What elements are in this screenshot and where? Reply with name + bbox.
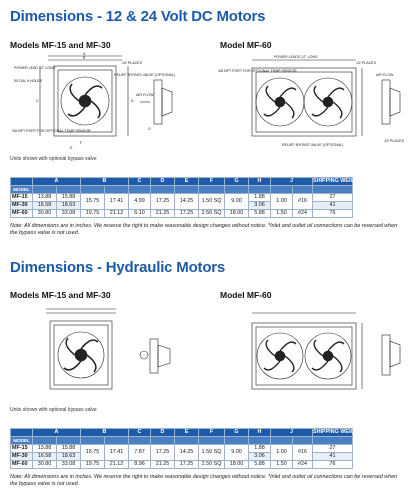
th-a: A: [33, 178, 81, 186]
th-sub: [225, 186, 249, 194]
th-d: D: [151, 429, 175, 437]
th-e: E: [175, 429, 199, 437]
th-sub: [175, 186, 199, 194]
cell: 9.00: [225, 445, 249, 461]
cell: 33.08: [57, 210, 81, 218]
cell: #16: [293, 445, 313, 461]
th-sub: [129, 437, 151, 445]
th-j: J: [271, 178, 313, 186]
label-power-leads: POWER LEADS 12" LONG: [274, 55, 318, 59]
cell: 4.99: [129, 194, 151, 210]
cell: 30.80: [33, 461, 57, 469]
cell: 17.25: [151, 194, 175, 210]
cell: 6.10: [129, 210, 151, 218]
table-row: [11, 445, 353, 453]
th-sub: [249, 186, 271, 194]
note-dc: Note: All dimensions are in inches. We reserve the right to make reasonable design changes without notice. *Inlet and outlet oil connections can be reversed when the bypass valve is not used.: [10, 223, 398, 236]
cell: 19.75: [81, 461, 105, 469]
cell: 2.50 SQ: [199, 461, 225, 469]
cell: 7.87: [129, 445, 151, 461]
th-sub: [105, 437, 129, 445]
drawing-mf60-dc: [216, 52, 412, 152]
cell: 1.50 SQ: [199, 194, 225, 210]
cell: 1.50: [271, 210, 293, 218]
th-g: G: [225, 429, 249, 437]
cell: 16.58: [33, 202, 57, 210]
label-power-lead: POWER LEAD 12" LONG: [14, 66, 56, 70]
th-sub: [249, 437, 271, 445]
cell: 21.25: [151, 461, 175, 469]
cell: 41: [313, 453, 353, 461]
cell: 16.58: [33, 453, 57, 461]
model-label-mf60-dc: Model MF-60: [220, 40, 272, 50]
note-hydraulic: Note: All dimensions are in inches. We reserve the right to make reasonable design changes without notice. *Inlet and outlet oil connections can be reversed when the bypass valve is not used.: [10, 474, 398, 487]
th-d: D: [151, 178, 175, 186]
cell: 17.25: [175, 210, 199, 218]
label-holes: 50 DIA. 4 HOLES: [14, 79, 43, 83]
th-sub: [57, 186, 81, 194]
cell: 18.00: [225, 461, 249, 469]
cell: 19.75: [81, 210, 105, 218]
th-c: C: [129, 429, 151, 437]
th-sub: [81, 437, 105, 445]
th-b: B: [81, 178, 129, 186]
cell: 17.25: [151, 445, 175, 461]
label-j-places-right: J/2 PLACES: [356, 61, 376, 65]
cell: 21.25: [151, 210, 175, 218]
th-f: F: [199, 178, 225, 186]
cell: 3.06: [249, 202, 271, 210]
th-h: H: [249, 429, 271, 437]
label-j-places: J/2 PLACES: [122, 61, 142, 65]
cell: 27: [313, 445, 353, 453]
cell: 76: [313, 210, 353, 218]
th-b: B: [81, 429, 129, 437]
cell: 18.63: [57, 453, 81, 461]
th-sub: [293, 437, 313, 445]
drawing-mf60-hyd: [216, 303, 412, 403]
cell: #24: [293, 210, 313, 218]
section-title-dc: Dimensions - 12 & 24 Volt DC Motors: [10, 8, 266, 25]
th-g: G: [225, 178, 249, 186]
drawing-mf15-30-hyd: [10, 303, 200, 403]
cell: 18.00: [225, 210, 249, 218]
label-b: B: [83, 56, 86, 60]
label-e: E: [70, 146, 73, 150]
table-row: [11, 461, 353, 469]
cell: 27: [313, 194, 353, 202]
cell: 1.50: [271, 461, 293, 469]
units-note-dc: Units shown with optional bypass valve: [10, 156, 97, 162]
th-sub: [129, 186, 151, 194]
th-blank: [11, 178, 33, 186]
th-sub: [271, 186, 293, 194]
cell: 13.88: [33, 445, 57, 453]
th-model: MODEL: [11, 186, 33, 194]
label-temp-sensor: 3/8 NPT PORT FOR OPTIONAL TEMP SENSOR: [12, 129, 91, 133]
section-title-hydraulic: Dimensions - Hydraulic Motors: [10, 259, 226, 276]
th-sub: [57, 437, 81, 445]
cell: MF-15: [11, 445, 33, 453]
th-sub: [293, 186, 313, 194]
cell: MF-15: [11, 194, 33, 202]
label-relief-valve-right: RELIEF BYPASS VALVE (OPTIONAL): [282, 143, 344, 147]
th-sub: [81, 186, 105, 194]
cell: 1.00: [271, 445, 293, 461]
th-model: MODEL: [11, 437, 33, 445]
cell: 2.50 SQ: [199, 210, 225, 218]
th-sub: [271, 437, 293, 445]
cell: #16: [293, 194, 313, 210]
th-weight: SHIPPING WEIGHT: [313, 429, 362, 435]
th-h: H: [249, 178, 271, 186]
model-label-mf15-30-dc: Models MF-15 and MF-30: [10, 40, 111, 50]
cell: 1.88: [249, 194, 271, 202]
cell: 76: [313, 461, 353, 469]
th-sub: [33, 186, 57, 194]
cell: 17.41: [105, 445, 129, 461]
th-sub: [199, 186, 225, 194]
cell: MF-60: [11, 461, 33, 469]
cell: 8.96: [129, 461, 151, 469]
table-row: [11, 194, 353, 202]
label-a: A: [83, 52, 86, 56]
cell: 17.41: [105, 194, 129, 210]
label-j-places-bottom: J/2 PLACES: [384, 139, 404, 143]
th-weight: SHIPPING WEIGHT: [313, 178, 362, 184]
th-sub: [313, 186, 353, 194]
th-blank: [11, 429, 33, 437]
cell: 14.25: [175, 445, 199, 461]
cell: 13.88: [33, 194, 57, 202]
cell: 15.88: [57, 194, 81, 202]
th-a: A: [33, 429, 81, 437]
table-row: [11, 210, 353, 218]
spec-table-hyd: [10, 428, 362, 469]
th-sub: [175, 437, 199, 445]
cell: 1.50 SQ: [199, 445, 225, 461]
label-temp-sensor-right: 3/8 NPT PORT FOR OPTIONAL TEMP SENSOR: [218, 69, 297, 73]
cell: 33.08: [57, 461, 81, 469]
label-air-flow: AIR FLOW: [136, 93, 154, 97]
th-sub: [105, 186, 129, 194]
th-f: F: [199, 429, 225, 437]
th-sub: [33, 437, 57, 445]
cell: 17.25: [175, 461, 199, 469]
cell: 15.75: [81, 445, 105, 461]
th-j: J: [271, 429, 313, 437]
label-d: D: [131, 99, 134, 103]
cell: 15.88: [57, 445, 81, 453]
cell: 9.00: [225, 194, 249, 210]
cell: 21.12: [105, 210, 129, 218]
model-label-mf60-hyd: Model MF-60: [220, 290, 272, 300]
cell: 3.06: [249, 453, 271, 461]
th-sub: [225, 437, 249, 445]
drawing-mf15-30-dc: [10, 52, 200, 152]
cell: 30.80: [33, 210, 57, 218]
cell: 14.25: [175, 194, 199, 210]
cell: 1.00: [271, 194, 293, 210]
spec-table-dc: [10, 177, 362, 218]
units-note-hyd: Units shown with optional bypass valve: [10, 407, 97, 413]
cell: 21.12: [105, 461, 129, 469]
cell: MF-60: [11, 210, 33, 218]
cell: 5.88: [249, 210, 271, 218]
th-sub: [199, 437, 225, 445]
cell: MF-30: [11, 202, 33, 210]
cell: MF-30: [11, 453, 33, 461]
th-sub: [313, 437, 353, 445]
cell: #24: [293, 461, 313, 469]
label-f: F: [80, 141, 83, 145]
cell: 18.63: [57, 202, 81, 210]
cell: 15.75: [81, 194, 105, 210]
label-g: G: [148, 127, 151, 131]
label-c: C: [36, 99, 39, 103]
th-sub: [151, 437, 175, 445]
th-c: C: [129, 178, 151, 186]
cell: 1.88: [249, 445, 271, 453]
label-air-flow-right: AIR FLOW: [376, 73, 394, 77]
label-relief-valve: RELIEF BYPASS VALVE (OPTIONAL): [114, 73, 176, 77]
model-label-mf15-30-hyd: Models MF-15 and MF-30: [10, 290, 111, 300]
cell: 41: [313, 202, 353, 210]
cell: 5.88: [249, 461, 271, 469]
th-e: E: [175, 178, 199, 186]
th-sub: [151, 186, 175, 194]
